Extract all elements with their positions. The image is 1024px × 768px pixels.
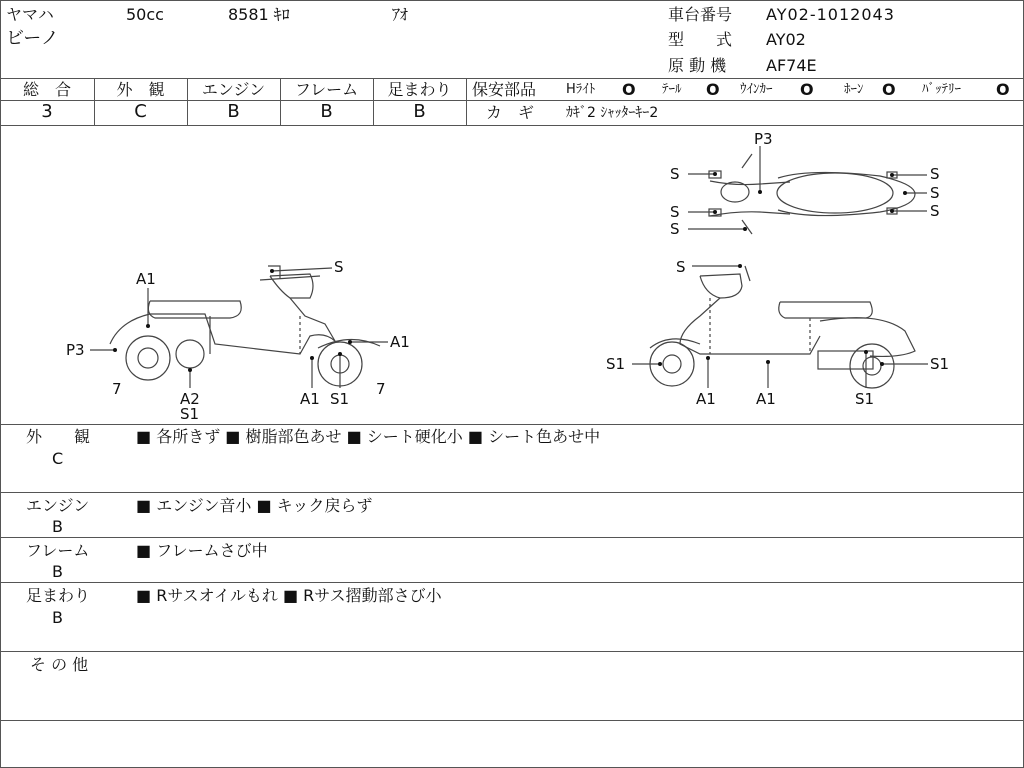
divider bbox=[0, 78, 1024, 79]
safety-item-battery-label: ﾊﾞｯﾃﾘｰ bbox=[922, 82, 961, 97]
divider bbox=[0, 720, 1024, 721]
detail-label-suspension: 足まわり bbox=[26, 586, 91, 605]
label-top-p3: P3 bbox=[754, 130, 773, 148]
detail-text-suspension: ■ Rサスオイルもれ ■ Rサス摺動部さび小 bbox=[136, 586, 442, 605]
detail-text-engine: ■ エンジン音小 ■ キック戻らず bbox=[136, 496, 373, 515]
maker: ヤマハ bbox=[6, 5, 54, 24]
divider bbox=[466, 78, 467, 125]
label-top-s: S bbox=[930, 165, 940, 183]
scooter-top-view-icon bbox=[709, 154, 915, 234]
label-left-7: 7 bbox=[376, 380, 386, 398]
grade-label-exterior: 外 観 bbox=[116, 80, 165, 99]
frame-no: AY02-1012043 bbox=[766, 5, 895, 24]
safety-item-horn-value: O bbox=[882, 80, 896, 99]
grade-value-exterior: C bbox=[134, 101, 147, 122]
label-top-s: S bbox=[670, 203, 680, 221]
detail-text-frame: ■ フレームさび中 bbox=[136, 541, 268, 560]
type-label: 型 式 bbox=[668, 30, 733, 49]
label-right-s1: S1 bbox=[930, 355, 950, 373]
label-top-s: S bbox=[930, 202, 940, 220]
label-left-a1: A1 bbox=[300, 390, 320, 408]
divider bbox=[0, 537, 1024, 538]
safety-item-tail-label: ﾃｰﾙ bbox=[662, 82, 682, 97]
damage-diagram bbox=[0, 126, 1024, 424]
divider bbox=[0, 582, 1024, 583]
safety-item-headlight-label: Hﾗｲﾄ bbox=[566, 82, 596, 97]
displacement: 50cc bbox=[126, 5, 164, 24]
label-right-s1: S1 bbox=[855, 390, 875, 408]
scooter-right-view-icon bbox=[650, 266, 915, 388]
model-name: ビーノ bbox=[6, 28, 59, 49]
detail-grade-frame: B bbox=[52, 562, 63, 581]
label-left-7: 7 bbox=[112, 380, 122, 398]
label-left-s1: S1 bbox=[330, 390, 350, 408]
divider bbox=[0, 424, 1024, 425]
safety-item-tail-value: O bbox=[706, 80, 720, 99]
detail-text-exterior: ■ 各所きず ■ 樹脂部色あせ ■ シート硬化小 ■ シート色あせ中 bbox=[136, 427, 601, 446]
label-right-a1: A1 bbox=[696, 390, 716, 408]
color: ｱｵ bbox=[392, 5, 409, 24]
safety-title: 保安部品 bbox=[472, 80, 537, 99]
safety-item-headlight-value: O bbox=[622, 80, 636, 99]
divider bbox=[0, 492, 1024, 493]
detail-label-frame: フレーム bbox=[26, 541, 90, 560]
safety-item-winker-value: O bbox=[800, 80, 814, 99]
divider bbox=[0, 651, 1024, 652]
label-top-s: S bbox=[670, 165, 680, 183]
detail-grade-suspension: B bbox=[52, 608, 63, 627]
label-top-s: S bbox=[930, 184, 940, 202]
detail-label-engine: エンジン bbox=[26, 496, 90, 515]
detail-label-exterior: 外 観 bbox=[26, 427, 91, 446]
engine-label: 原 動 機 bbox=[668, 56, 727, 75]
key-value: ｶｷﾞ2 ｼｬｯﾀｰｷｰ2 bbox=[566, 105, 659, 121]
engine-value: AF74E bbox=[766, 56, 817, 75]
label-right-s1: S1 bbox=[606, 355, 626, 373]
frame-no-label: 車台番号 bbox=[668, 5, 733, 24]
mileage: 8581 ｷﾛ bbox=[228, 5, 290, 24]
label-left-p3: P3 bbox=[66, 341, 85, 359]
grade-value-overall: 3 bbox=[41, 101, 53, 122]
grade-label-frame: フレーム bbox=[294, 80, 359, 99]
label-left-a1: A1 bbox=[136, 270, 156, 288]
type-value: AY02 bbox=[766, 30, 806, 49]
safety-item-battery-value: O bbox=[996, 80, 1010, 99]
safety-item-winker-label: ｳｲﾝｶｰ bbox=[740, 82, 773, 97]
grade-value-engine: B bbox=[227, 101, 240, 122]
label-right-s: S bbox=[676, 258, 686, 276]
grade-value-frame: B bbox=[320, 101, 333, 122]
detail-grade-engine: B bbox=[52, 517, 63, 536]
key-label: カ ギ bbox=[486, 103, 535, 122]
label-left-a2: A2 bbox=[180, 390, 200, 408]
detail-label-other: そ の 他 bbox=[30, 655, 89, 674]
divider bbox=[466, 100, 1024, 101]
grade-label-overall: 総 合 bbox=[22, 80, 71, 99]
label-right-a1: A1 bbox=[756, 390, 776, 408]
label-left-s: S bbox=[334, 258, 344, 276]
safety-item-horn-label: ﾎｰﾝ bbox=[844, 82, 864, 97]
label-left-s1: S1 bbox=[180, 405, 200, 423]
label-left-a1: A1 bbox=[390, 333, 410, 351]
detail-grade-exterior: C bbox=[52, 449, 64, 468]
grade-value-suspension: B bbox=[413, 101, 426, 122]
grade-label-engine: エンジン bbox=[201, 80, 266, 99]
label-top-s: S bbox=[670, 220, 680, 238]
grade-label-suspension: 足まわり bbox=[387, 80, 452, 99]
